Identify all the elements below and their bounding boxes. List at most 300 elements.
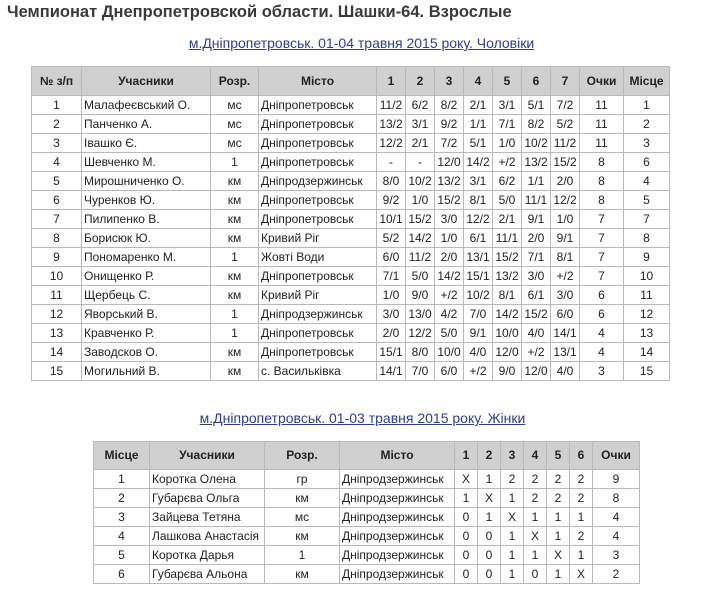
men-table-cell: Могильний В. — [82, 362, 211, 381]
men-table-cell: Дніпропетровськ — [259, 115, 377, 134]
women-table-cell: 1 — [455, 489, 478, 508]
women-table-cell: 4 — [94, 527, 150, 546]
men-table-cell: Дніпропетровськ — [259, 191, 377, 210]
men-table-cell: 10/1 — [377, 210, 406, 229]
men-table-row — [32, 324, 670, 343]
men-table-cell: с. Васильківка — [259, 362, 377, 381]
women-table-cell: Дніпродзержинськ — [340, 470, 455, 489]
men-table-cell: 2/1 — [464, 96, 493, 115]
women-table-cell: 0 — [455, 546, 478, 565]
men-table-cell: 10 — [32, 267, 82, 286]
men-table-cell: Шевченко М. — [82, 153, 211, 172]
men-table-cell: 15/2 — [522, 305, 551, 324]
men-table-cell: 10/2 — [522, 134, 551, 153]
men-table-cell: 3 — [32, 134, 82, 153]
men-table-cell: 4 — [580, 324, 624, 343]
men-table-cell: 13 — [32, 324, 82, 343]
men-table-cell: - — [406, 153, 435, 172]
men-table-cell: 14/1 — [377, 362, 406, 381]
men-table-cell: 7/1 — [493, 115, 522, 134]
women-table-cell: Дніпродзержинськ — [340, 489, 455, 508]
men-table-cell: 13/2 — [522, 153, 551, 172]
men-table-row — [32, 229, 670, 248]
men-table-cell: км — [211, 191, 259, 210]
women-table-cell: 2 — [547, 489, 570, 508]
men-table-cell: 2 — [32, 115, 82, 134]
women-header-cell: Очки — [593, 442, 640, 470]
men-table-cell: мс — [211, 96, 259, 115]
men-table-cell: 10/0 — [493, 324, 522, 343]
men-table-cell: 6/2 — [406, 96, 435, 115]
men-table-cell: 10/2 — [406, 172, 435, 191]
men-table-cell: 7 — [580, 267, 624, 286]
women-table-cell: км — [265, 565, 340, 584]
men-table-cell: 12/2 — [377, 134, 406, 153]
men-table-cell: 13 — [624, 324, 670, 343]
men-table-row — [32, 191, 670, 210]
men-table-cell: Кравченко Р. — [82, 324, 211, 343]
men-table-cell: 14/2 — [464, 153, 493, 172]
men-header-cell: 4 — [464, 67, 493, 96]
men-header-cell: 3 — [435, 67, 464, 96]
men-table-row — [32, 286, 670, 305]
women-table-cell: 4 — [593, 527, 640, 546]
men-table-cell: 12/0 — [493, 343, 522, 362]
women-table-cell: 4 — [593, 508, 640, 527]
women-table-row — [94, 565, 640, 584]
men-table-cell: 2/1 — [493, 210, 522, 229]
men-table-cell: 9/2 — [377, 191, 406, 210]
men-table-row — [32, 172, 670, 191]
men-table-row — [32, 115, 670, 134]
women-header-cell: 5 — [547, 442, 570, 470]
women-table-cell: 2 — [570, 470, 593, 489]
men-table-cell: 13/1 — [464, 248, 493, 267]
men-table-cell: Яворський В. — [82, 305, 211, 324]
men-table-row — [32, 210, 670, 229]
men-table-cell: км — [211, 267, 259, 286]
men-table-cell: 9/0 — [493, 362, 522, 381]
men-table-cell: 1/1 — [522, 172, 551, 191]
men-table-cell: км — [211, 343, 259, 362]
women-results-table — [93, 441, 640, 584]
men-tournament-link[interactable]: м.Дніпропетровськ. 01-04 травня 2015 року. Чоловіки — [188, 35, 535, 51]
men-header-cell: 2 — [406, 67, 435, 96]
men-table-cell: +/2 — [493, 153, 522, 172]
women-table-cell: 1 — [265, 546, 340, 565]
men-table-cell: 4/2 — [435, 305, 464, 324]
men-table-cell: Дніпропетровськ — [259, 96, 377, 115]
men-table-cell: км — [211, 286, 259, 305]
men-table-cell: 12 — [32, 305, 82, 324]
men-table-cell: Дніпропетровськ — [259, 134, 377, 153]
men-table-cell: 4 — [32, 153, 82, 172]
women-table-cell: Зайцева Тетяна — [150, 508, 265, 527]
women-table-cell: 2 — [524, 470, 547, 489]
women-table-cell: мс — [265, 508, 340, 527]
men-table-cell: 8/2 — [522, 115, 551, 134]
men-table-cell: км — [211, 172, 259, 191]
men-table-cell: 6/0 — [377, 248, 406, 267]
men-table-cell: 6/1 — [522, 286, 551, 305]
men-table-cell: 1 — [624, 96, 670, 115]
men-table-cell: 4/0 — [464, 343, 493, 362]
men-table-cell: 11 — [624, 286, 670, 305]
men-table-cell: Мирошниченко О. — [82, 172, 211, 191]
women-table-cell: 0 — [455, 565, 478, 584]
men-table-cell: 7/2 — [435, 134, 464, 153]
men-table-cell: 11/2 — [551, 134, 580, 153]
women-table-cell: Х — [524, 527, 547, 546]
women-table-cell: 1 — [570, 508, 593, 527]
men-table-cell: 8/0 — [377, 172, 406, 191]
men-table-cell: 1/0 — [493, 134, 522, 153]
men-table-cell: 5/0 — [435, 324, 464, 343]
men-table-cell: Заводсков О. — [82, 343, 211, 362]
men-table-cell: 9 — [624, 248, 670, 267]
men-table-cell: Борисюк Ю. — [82, 229, 211, 248]
men-table-cell: 14 — [32, 343, 82, 362]
men-table-row — [32, 343, 670, 362]
men-table-cell: 7/1 — [377, 267, 406, 286]
men-table-cell: Кривий Ріг — [259, 229, 377, 248]
men-table-cell: км — [211, 362, 259, 381]
men-table-cell: 15 — [32, 362, 82, 381]
men-table-cell: 7/0 — [406, 362, 435, 381]
women-table-cell: Х — [547, 546, 570, 565]
men-table-cell: 11/1 — [493, 229, 522, 248]
men-table-cell: 6/1 — [464, 229, 493, 248]
men-table-cell: 15/1 — [464, 267, 493, 286]
women-table-cell: 2 — [501, 470, 524, 489]
men-table-cell: 8/2 — [435, 96, 464, 115]
men-table-cell: 13/2 — [493, 267, 522, 286]
women-table-cell: Губарєва Альона — [150, 565, 265, 584]
men-table-cell: 10/2 — [464, 286, 493, 305]
men-table-cell: Івашко Є. — [82, 134, 211, 153]
men-header-cell: Учасники — [82, 67, 211, 96]
men-table-row — [32, 153, 670, 172]
men-table-cell: +/2 — [464, 362, 493, 381]
men-table-cell: 15/2 — [551, 153, 580, 172]
women-tournament-link[interactable]: м.Дніпропетровськ. 01-03 травня 2015 року. Жінки — [199, 410, 526, 426]
men-table-cell: 2/0 — [522, 229, 551, 248]
men-table-cell: 12/2 — [464, 210, 493, 229]
men-table-cell: 1/0 — [377, 286, 406, 305]
men-table-cell: 5/1 — [464, 134, 493, 153]
men-table-cell: 8 — [580, 153, 624, 172]
women-table-cell: 1 — [524, 508, 547, 527]
men-table-cell: +/2 — [435, 286, 464, 305]
women-table-cell: 0 — [478, 546, 501, 565]
men-header-row — [32, 67, 670, 96]
men-table-cell: 8 — [624, 229, 670, 248]
women-table-cell: 2 — [570, 527, 593, 546]
men-table-cell: 14/1 — [551, 324, 580, 343]
men-table-cell: 1 — [211, 153, 259, 172]
men-table-cell: 6 — [580, 305, 624, 324]
women-table-cell: 2 — [593, 565, 640, 584]
men-table-cell: 3/0 — [522, 267, 551, 286]
men-table-cell: 7 — [32, 210, 82, 229]
men-table-cell: 15/1 — [377, 343, 406, 362]
men-table-row — [32, 134, 670, 153]
women-table-cell: 6 — [94, 565, 150, 584]
men-table-cell: 12 — [624, 305, 670, 324]
women-table-cell: 1 — [524, 546, 547, 565]
men-table-cell: 5/2 — [377, 229, 406, 248]
women-table-cell: 2 — [524, 489, 547, 508]
men-table-cell: 9/1 — [551, 229, 580, 248]
men-table-cell: +/2 — [551, 267, 580, 286]
men-table-cell: 8 — [580, 191, 624, 210]
women-table-cell: Х — [570, 565, 593, 584]
men-table-cell: 1 — [32, 96, 82, 115]
men-table-cell: 12/2 — [551, 191, 580, 210]
men-table-cell: 2 — [624, 115, 670, 134]
women-table-cell: 0 — [455, 527, 478, 546]
women-header-cell: 6 — [570, 442, 593, 470]
men-table-cell: 5 — [624, 191, 670, 210]
men-table-cell: 6/0 — [551, 305, 580, 324]
men-table-cell: 14 — [624, 343, 670, 362]
men-table-cell: 9/2 — [435, 115, 464, 134]
men-table-cell: 3/0 — [551, 286, 580, 305]
men-header-cell: 7 — [551, 67, 580, 96]
men-table-cell: 1 — [211, 248, 259, 267]
men-table-cell: 1 — [211, 305, 259, 324]
women-header-cell: 3 — [501, 442, 524, 470]
women-table-cell: 9 — [593, 470, 640, 489]
women-table-cell: Дніпродзержинськ — [340, 565, 455, 584]
men-table-cell: 15/2 — [406, 210, 435, 229]
men-table-cell: 3/0 — [435, 210, 464, 229]
men-header-cell: Очки — [580, 67, 624, 96]
men-table-cell: 3/1 — [406, 115, 435, 134]
men-table-cell: Чуренков Ю. — [82, 191, 211, 210]
men-table-cell: мс — [211, 134, 259, 153]
men-header-cell: Місто — [259, 67, 377, 96]
men-table-cell: 2/0 — [377, 324, 406, 343]
men-table-cell: 15/2 — [435, 191, 464, 210]
men-header-cell: № з/п — [32, 67, 82, 96]
men-table-cell: 1/0 — [406, 191, 435, 210]
women-header-cell: 2 — [478, 442, 501, 470]
men-table-cell: 2/1 — [406, 134, 435, 153]
men-table-cell: 3 — [624, 134, 670, 153]
men-table-cell: 6 — [32, 191, 82, 210]
men-header-cell: 6 — [522, 67, 551, 96]
men-table-cell: 4 — [624, 172, 670, 191]
women-table-cell: км — [265, 489, 340, 508]
women-table-cell: км — [265, 527, 340, 546]
men-table-cell: 7/0 — [464, 305, 493, 324]
women-table-cell: 1 — [547, 527, 570, 546]
men-table-cell: 15 — [624, 362, 670, 381]
women-table-cell: Х — [501, 508, 524, 527]
men-table-cell: км — [211, 229, 259, 248]
men-table-cell: км — [211, 210, 259, 229]
men-table-cell: 13/0 — [406, 305, 435, 324]
men-table-row — [32, 96, 670, 115]
women-header-cell: Розр. — [265, 442, 340, 470]
men-table-cell: 8/0 — [406, 343, 435, 362]
men-table-cell: 5/0 — [493, 191, 522, 210]
men-table-cell: 7/1 — [522, 248, 551, 267]
men-header-cell: 5 — [493, 67, 522, 96]
men-table-cell: 4/0 — [551, 362, 580, 381]
men-table-cell: 11 — [580, 96, 624, 115]
men-table-cell: 10/0 — [435, 343, 464, 362]
women-table-cell: 1 — [478, 508, 501, 527]
women-table-row — [94, 470, 640, 489]
men-table-cell: 6/2 — [493, 172, 522, 191]
men-table-cell: Онищенко Р. — [82, 267, 211, 286]
women-table-cell: 0 — [478, 527, 501, 546]
men-table-cell: Дніпропетровськ — [259, 267, 377, 286]
women-table-cell: Лашкова Анастасія — [150, 527, 265, 546]
women-table-cell: 1 — [478, 470, 501, 489]
women-header-cell: Місце — [94, 442, 150, 470]
men-table-row — [32, 267, 670, 286]
men-table-cell: 10 — [624, 267, 670, 286]
women-table-cell: 1 — [501, 489, 524, 508]
men-table-cell: 14/2 — [406, 229, 435, 248]
men-table-cell: Пономаренко М. — [82, 248, 211, 267]
men-table-cell: 11 — [32, 286, 82, 305]
men-table-cell: Дніпропетровськ — [259, 343, 377, 362]
men-table-cell: 9/0 — [406, 286, 435, 305]
women-header-cell: Учасники — [150, 442, 265, 470]
men-table-cell: Дніпропетровськ — [259, 153, 377, 172]
men-table-cell: +/2 — [522, 343, 551, 362]
women-header-row — [94, 442, 640, 470]
women-header-cell: 4 — [524, 442, 547, 470]
men-table-cell: 7 — [580, 229, 624, 248]
women-table-cell: Коротка Олена — [150, 470, 265, 489]
men-table-row — [32, 248, 670, 267]
men-table-row — [32, 305, 670, 324]
men-table-cell: 8/1 — [493, 286, 522, 305]
men-table-cell: 8/1 — [464, 191, 493, 210]
men-table-cell: 12/2 — [406, 324, 435, 343]
men-table-cell: 9/1 — [522, 210, 551, 229]
men-table-cell: 15/2 — [493, 248, 522, 267]
women-table-cell: 1 — [501, 546, 524, 565]
women-table-cell: 2 — [547, 470, 570, 489]
men-table-cell: 1/0 — [551, 210, 580, 229]
men-table-cell: 14/2 — [435, 267, 464, 286]
men-table-cell: 14/2 — [493, 305, 522, 324]
women-table-cell: 2 — [94, 489, 150, 508]
men-table-cell: 8/1 — [551, 248, 580, 267]
women-table-cell: 1 — [501, 565, 524, 584]
women-table-cell: Х — [455, 470, 478, 489]
men-table-cell: 6 — [580, 286, 624, 305]
women-table-row — [94, 527, 640, 546]
women-table-cell: 1 — [570, 546, 593, 565]
women-table-cell: 0 — [455, 508, 478, 527]
women-table-cell: 0 — [524, 565, 547, 584]
women-table-cell: Дніпродзержинськ — [340, 546, 455, 565]
men-table-cell: 11 — [580, 134, 624, 153]
men-table-cell: Пилипенко В. — [82, 210, 211, 229]
men-table-cell: 9 — [32, 248, 82, 267]
women-header-cell: 1 — [455, 442, 478, 470]
men-header-cell: Місце — [624, 67, 670, 96]
men-table-cell: 9/1 — [464, 324, 493, 343]
women-header-cell: Місто — [340, 442, 455, 470]
men-table-cell: Дніпродзержинськ — [259, 305, 377, 324]
women-table-row — [94, 489, 640, 508]
men-table-cell: Дніпропетровськ — [259, 324, 377, 343]
men-table-cell: 8 — [580, 172, 624, 191]
men-table-cell: Малафеєвський О. — [82, 96, 211, 115]
women-table-cell: Дніпродзержинськ — [340, 508, 455, 527]
men-header-cell: Розр. — [211, 67, 259, 96]
men-table-cell: 2/0 — [551, 172, 580, 191]
men-table-cell: 13/2 — [435, 172, 464, 191]
men-table-cell: 5/2 — [551, 115, 580, 134]
men-table-cell: 1/0 — [435, 229, 464, 248]
women-table-cell: гр — [265, 470, 340, 489]
men-table-cell: Дніпропетровськ — [259, 210, 377, 229]
women-table-cell: 1 — [501, 527, 524, 546]
women-table-cell: 1 — [547, 565, 570, 584]
men-header-cell: 1 — [377, 67, 406, 96]
men-table-row — [32, 362, 670, 381]
men-results-table — [31, 66, 670, 381]
men-table-cell: Днiпродзержинськ — [259, 172, 377, 191]
men-table-cell: 1/1 — [464, 115, 493, 134]
men-table-cell: 11/2 — [377, 96, 406, 115]
page-title: Чемпионат Днепропетровской области. Шашки-64. Взрослые — [7, 3, 512, 21]
men-table-cell: 12/0 — [522, 362, 551, 381]
men-table-cell: 4/0 — [522, 324, 551, 343]
men-table-cell: 1 — [211, 324, 259, 343]
men-table-cell: 11/1 — [522, 191, 551, 210]
men-table-cell: 3/1 — [493, 96, 522, 115]
men-table-cell: 2/0 — [435, 248, 464, 267]
men-table-cell: 7/2 — [551, 96, 580, 115]
women-table-cell: 2 — [570, 489, 593, 508]
men-table-cell: - — [377, 153, 406, 172]
men-table-cell: Кривий Ріг — [259, 286, 377, 305]
men-table-cell: 11/2 — [406, 248, 435, 267]
men-table-cell: 6/0 — [435, 362, 464, 381]
men-table-cell: 7 — [580, 210, 624, 229]
women-table-cell: 8 — [593, 489, 640, 508]
men-table-cell: Жовті Води — [259, 248, 377, 267]
men-table-cell: мс — [211, 115, 259, 134]
men-table-cell: Щербець С. — [82, 286, 211, 305]
men-table-cell: 6 — [624, 153, 670, 172]
women-table-cell: Дніпродзержинськ — [340, 527, 455, 546]
men-table-cell: 12/0 — [435, 153, 464, 172]
men-table-cell: 7 — [624, 210, 670, 229]
men-table-cell: 5 — [32, 172, 82, 191]
men-table-cell: 13/1 — [551, 343, 580, 362]
women-table-cell: Коротка Дарья — [150, 546, 265, 565]
women-table-cell: 5 — [94, 546, 150, 565]
men-table-cell: 11 — [580, 115, 624, 134]
women-table-row — [94, 508, 640, 527]
women-table-row — [94, 546, 640, 565]
men-table-cell: 5/1 — [522, 96, 551, 115]
women-table-cell: Х — [478, 489, 501, 508]
men-table-cell: 3 — [580, 362, 624, 381]
women-table-cell: Губарєва Ольга — [150, 489, 265, 508]
